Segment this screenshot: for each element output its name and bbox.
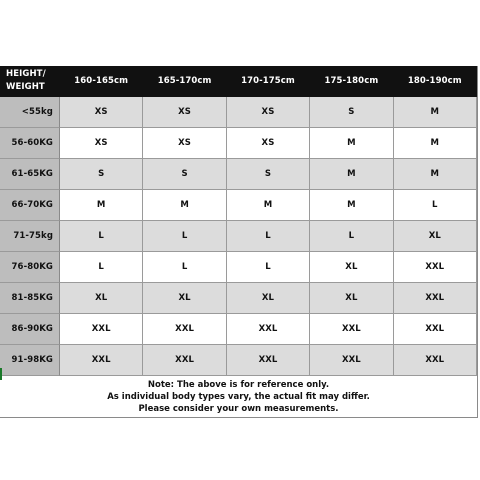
corner-header-line1: HEIGHT/ [6, 69, 46, 79]
size-cell: XXL [227, 345, 310, 376]
size-cell: XS [143, 128, 226, 159]
size-cell: XL [310, 283, 393, 314]
size-cell: XS [227, 97, 310, 128]
note-line-2: As individual body types vary, the actual fit may differ. [107, 392, 370, 402]
size-cell: XXL [394, 252, 477, 283]
size-cell: XXL [143, 345, 226, 376]
edge-mark [0, 368, 2, 380]
row-label: 61-65KG [0, 159, 60, 190]
size-cell: XXL [310, 345, 393, 376]
row-label: 91-98KG [0, 345, 60, 376]
size-cell: XL [394, 221, 477, 252]
row-label: 66-70KG [0, 190, 60, 221]
size-cell: L [227, 221, 310, 252]
reference-note [0, 376, 477, 417]
size-cell: M [60, 190, 143, 221]
row-label: 76-80KG [0, 252, 60, 283]
size-cell: XS [60, 128, 143, 159]
size-cell: XXL [310, 314, 393, 345]
size-cell: M [310, 190, 393, 221]
column-header: 180-190cm [394, 66, 477, 97]
size-cell: XXL [394, 283, 477, 314]
size-cell: XXL [60, 314, 143, 345]
column-header: 160-165cm [60, 66, 143, 97]
size-cell: XXL [394, 314, 477, 345]
size-cell: XL [310, 252, 393, 283]
size-cell: M [227, 190, 310, 221]
size-cell: M [143, 190, 226, 221]
size-cell: XS [227, 128, 310, 159]
column-header: 165-170cm [143, 66, 226, 97]
row-label: 86-90KG [0, 314, 60, 345]
column-header: 170-175cm [227, 66, 310, 97]
size-cell: XS [60, 97, 143, 128]
size-cell: M [310, 159, 393, 190]
row-label: 81-85KG [0, 283, 60, 314]
size-cell: L [60, 221, 143, 252]
corner-header [0, 66, 60, 97]
size-cell: S [227, 159, 310, 190]
size-cell: XS [143, 97, 226, 128]
size-cell: M [394, 97, 477, 128]
size-cell: S [60, 159, 143, 190]
size-cell: S [310, 97, 393, 128]
size-cell: XL [227, 283, 310, 314]
column-header: 175-180cm [310, 66, 393, 97]
size-cell: XXL [227, 314, 310, 345]
size-cell: L [310, 221, 393, 252]
size-cell: XXL [60, 345, 143, 376]
note-line-1: Note: The above is for reference only. [147, 380, 330, 390]
size-cell: L [394, 190, 477, 221]
size-cell: M [394, 128, 477, 159]
note-line-3: Please consider your own measurements. [138, 404, 339, 414]
size-cell: XL [143, 283, 226, 314]
size-cell: L [143, 252, 226, 283]
row-label: 56-60KG [0, 128, 60, 159]
row-label: <55kg [0, 97, 60, 128]
size-cell: XL [60, 283, 143, 314]
corner-header-line2: WEIGHT [6, 82, 45, 92]
size-chart [0, 66, 478, 418]
size-cell: XXL [143, 314, 226, 345]
size-cell: M [394, 159, 477, 190]
size-cell: L [227, 252, 310, 283]
size-cell: S [143, 159, 226, 190]
row-label: 71-75kg [0, 221, 60, 252]
size-cell: L [143, 221, 226, 252]
size-cell: L [60, 252, 143, 283]
size-chart-grid [0, 66, 477, 376]
size-cell: M [310, 128, 393, 159]
size-cell: XXL [394, 345, 477, 376]
